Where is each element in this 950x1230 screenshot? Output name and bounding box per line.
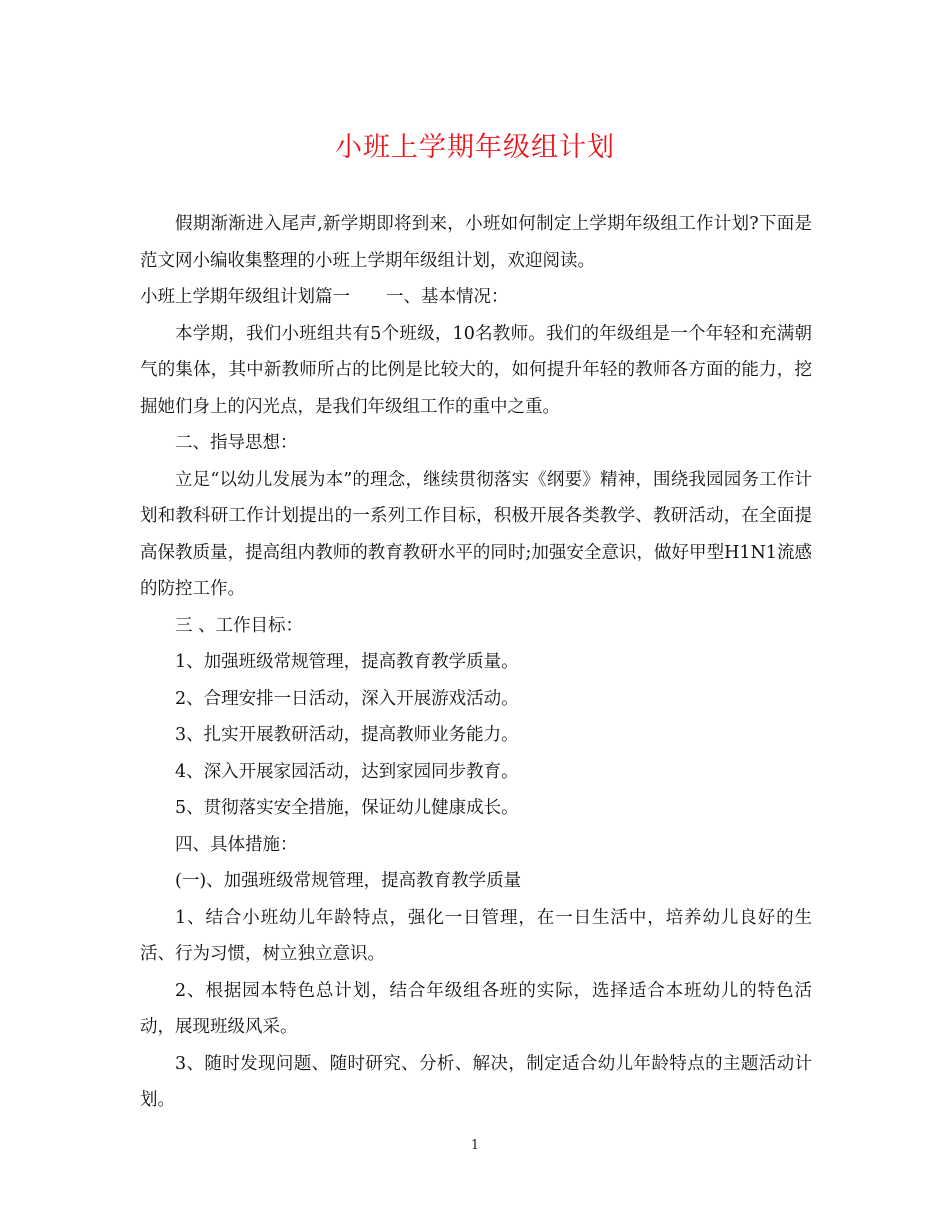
section3-heading: 三 、工作目标：	[175, 615, 304, 636]
section4-heading: 四、具体措施：	[175, 834, 298, 855]
page-number: 1	[470, 1138, 480, 1153]
article-heading: 小班上学期年级组计划篇一	[140, 287, 350, 307]
goal-item: 2、合理安排一日活动，深入开展游戏活动。	[175, 688, 519, 709]
section1-heading: 一、基本情况：	[386, 287, 509, 307]
intro-paragraph: 假期渐渐进入尾声,新学期即将到来，小班如何制定上学期年级组工作计划?下面是范文网小编收集整理的小班上学期年级组计划，欢迎阅读。	[140, 214, 812, 271]
section2-paragraph: 立足“以幼儿发展为本”的理念，继续贯彻落实《纲要》精神，围绕我园园务工作计划和教科研工作计划提出的一系列工作目标，积极开展各类教学、教研活动，在全面提高保教质量，提高组内教师的教育教研水平的同时;加强安全意识，做好甲型H1N1流感的防控工作。	[140, 469, 812, 599]
measure-item: 2、根据园本特色总计划，结合年级组各班的实际，选择适合本班幼儿的特色活动，展现班级风采。	[140, 980, 812, 1037]
section1-paragraph: 本学期，我们小班组共有5个班级，10名教师。我们的年级组是一个年轻和充满朝气的集体，其中新教师所占的比例是比较大的，如何提升年轻的教师各方面的能力，挖掘她们身上的闪光点，是我们年级组工作的重中之重。	[140, 323, 812, 417]
goal-item: 5、贯彻落实安全措施，保证幼儿健康成长。	[175, 798, 519, 818]
section1-heading-line	[140, 279, 812, 316]
subsection1-heading: (一)、加强班级常规管理，提高教育教学质量	[175, 871, 522, 891]
goal-item: 4、深入开展家园活动，达到家园同步教育。	[175, 761, 519, 782]
measure-item: 3、随时发现问题、随时研究、分析、解决，制定适合幼儿年龄特点的主题活动计划。	[140, 1053, 812, 1110]
measure-item: 1、结合小班幼儿年龄特点，强化一日管理，在一日生活中，培养幼儿良好的生活、行为习惯，树立独立意识。	[140, 907, 812, 964]
document-body	[140, 206, 812, 1119]
goal-item: 3、扎实开展教研活动，提高教师业务能力。	[175, 725, 519, 745]
section2-heading: 二、指导思想：	[175, 433, 298, 453]
document-title: 小班上学期年级组计划	[335, 132, 615, 163]
goal-item: 1、加强班级常规管理，提高教育教学质量。	[175, 652, 519, 672]
